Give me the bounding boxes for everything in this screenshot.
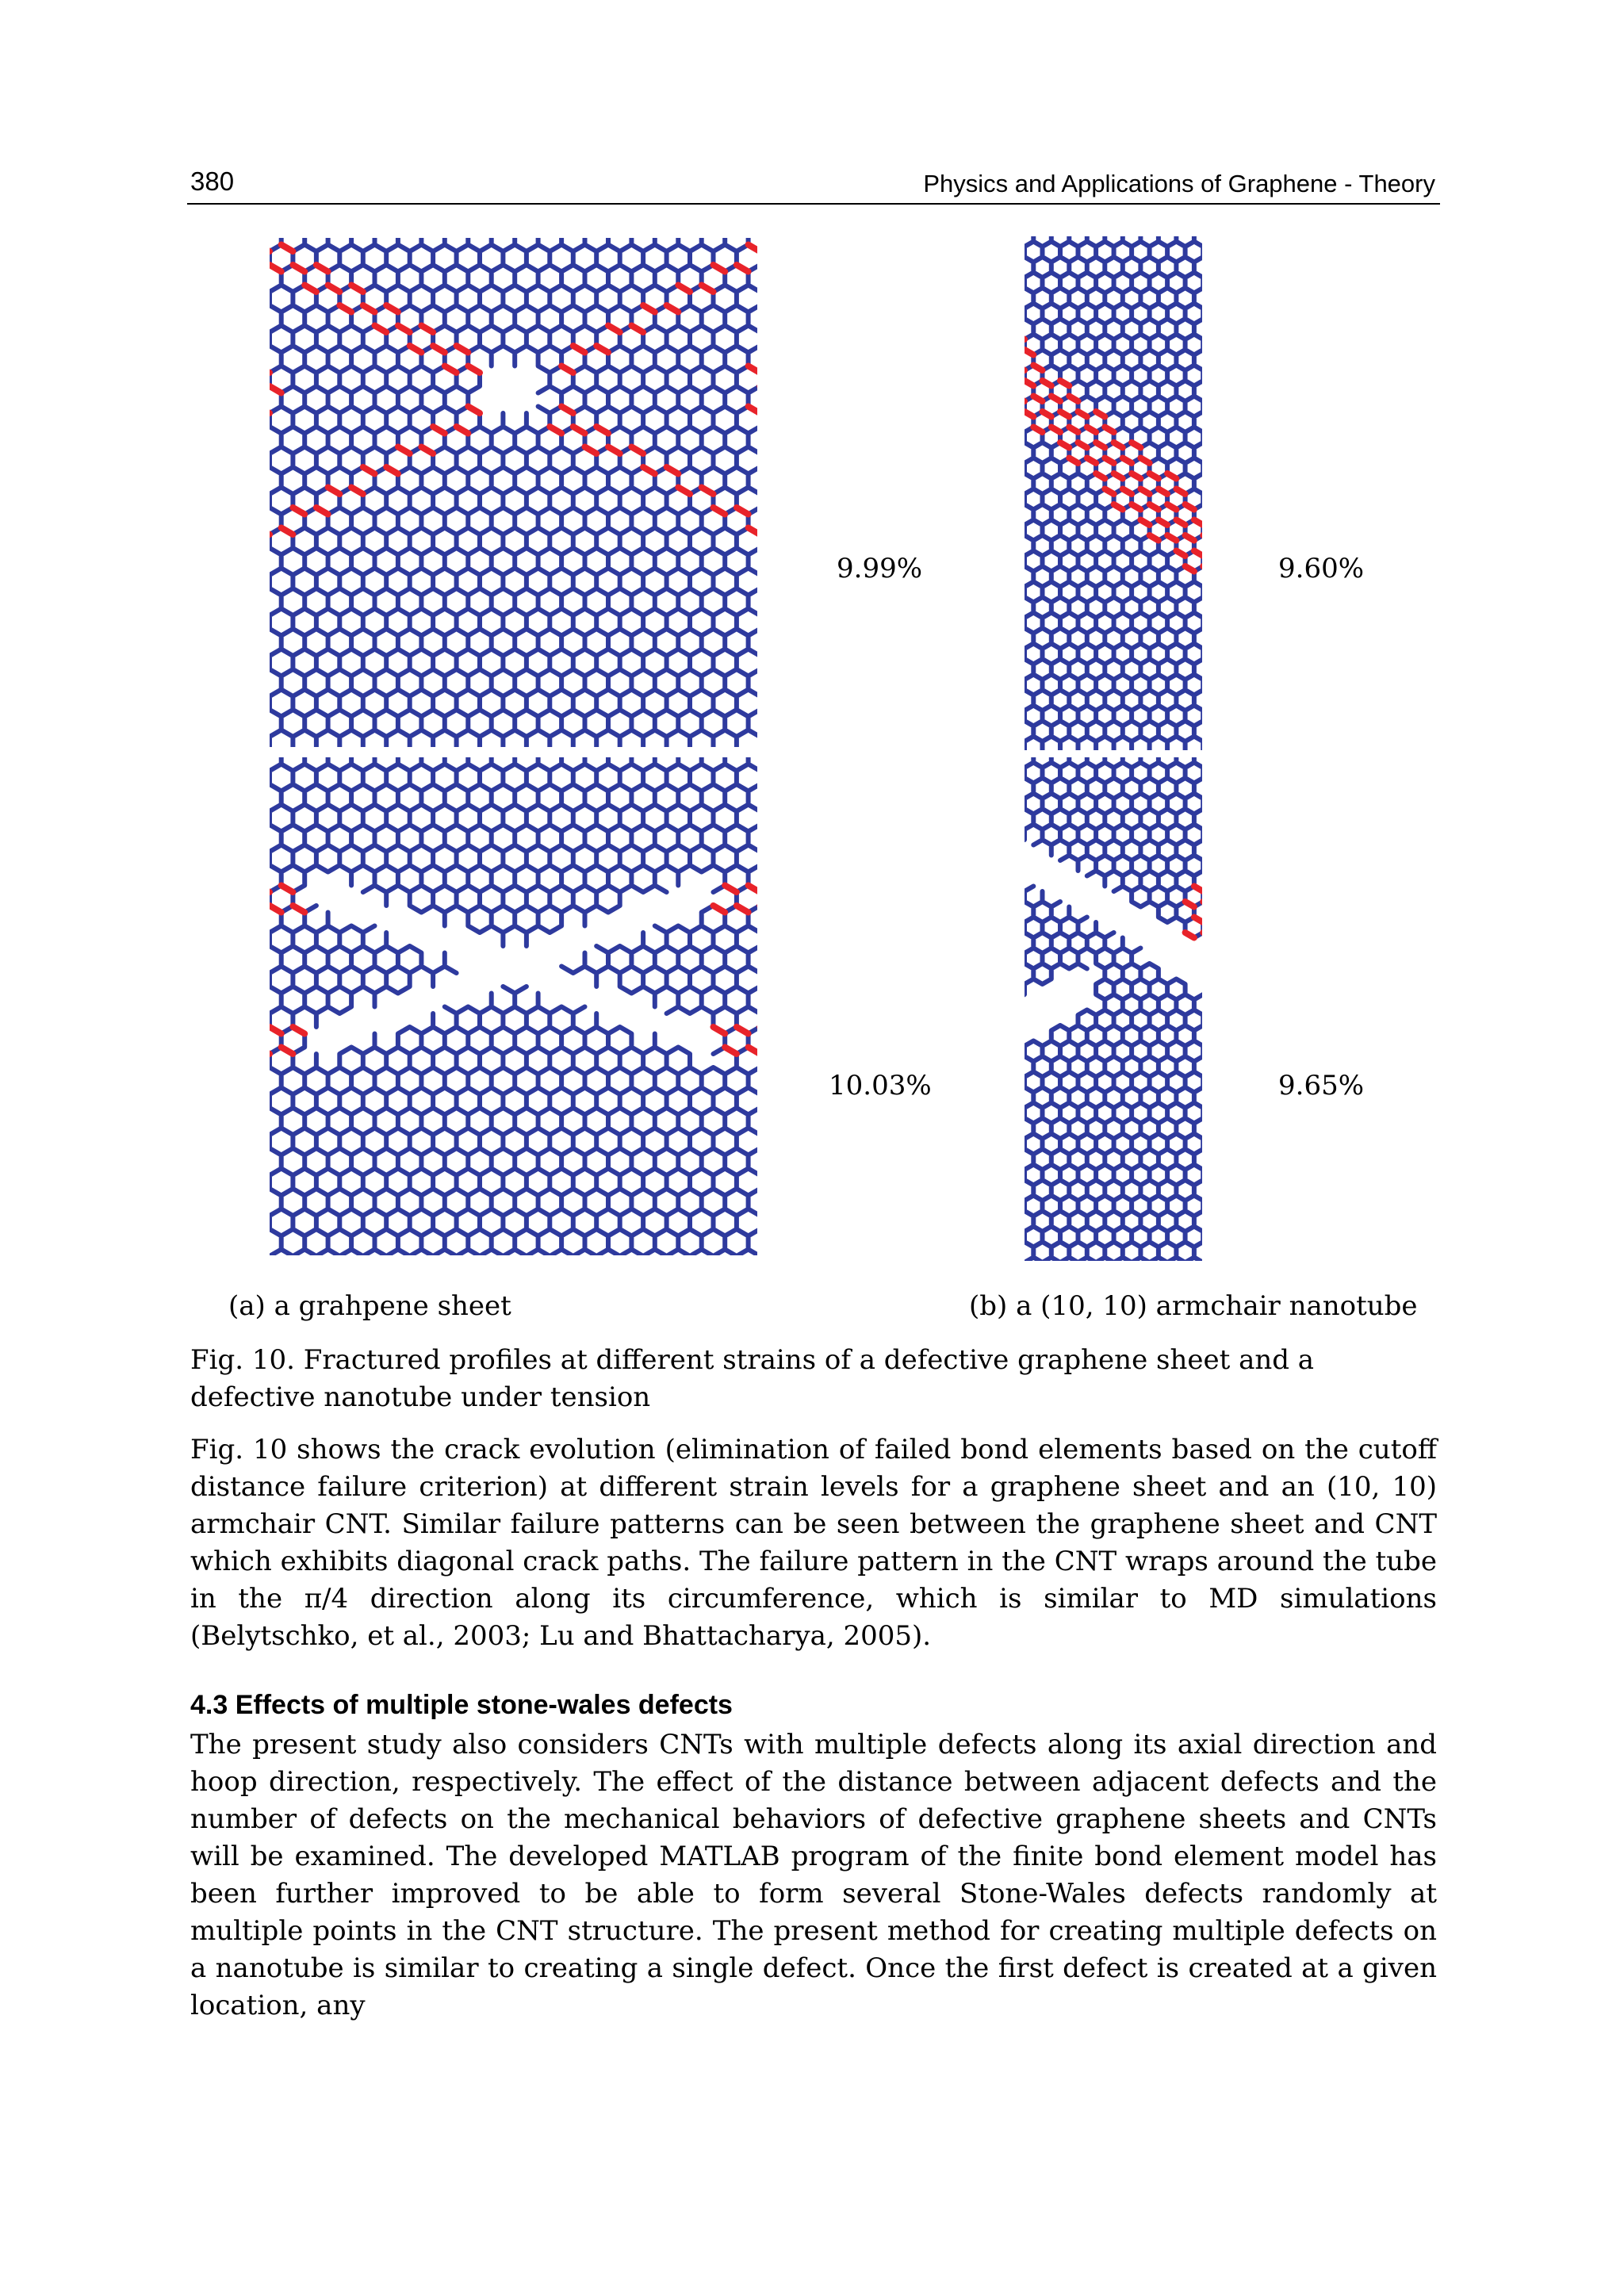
subcaption-b: (b) a (10, 10) armchair nanotube [969, 1290, 1418, 1322]
body-paragraph-1: Fig. 10 shows the crack evolution (elimination of failed bond elements based on the cutoff distance failure criterion) at different strain levels for a graphene sheet and an (10, 10) armchair CNT. Similar failure patterns can be seen between the graphene sheet and CNT which exhibits diagonal crack paths. The failure pattern in the CNT wraps around the tube in the π/4 direction along its circumference, which is similar to MD simulations (Belytschko, et al., 2003; Lu and Bhattacharya, 2005). [190, 1434, 1437, 1652]
graphene-sheet-lattice-top [270, 238, 757, 747]
page-header [187, 163, 1440, 205]
section-heading: 4.3 Effects of multiple stone-wales defects [190, 1690, 733, 1720]
graphene-sheet-lattice-bottom [270, 757, 757, 1255]
nanotube-lattice-bottom [1025, 757, 1202, 1261]
figure-caption: Fig. 10. Fractured profiles at different strains of a defective graphene sheet and a defective nanotube under tension [190, 1344, 1315, 1413]
body-paragraph-2: The present study also considers CNTs with multiple defects along its axial direction and hoop direction, respectively. The effect of the distance between adjacent defects and the number of defects on the mechanical behaviors of defective graphene sheets and CNTs will be examined. The developed MATLAB program of the finite bond element model has been further improved to be able to form several Stone-Wales defects randomly at multiple points in the CNT structure. The present method for creating multiple defects on a nanotube is similar to creating a single defect. Once the first defect is created at a given location, any [190, 1729, 1437, 2021]
strain-label-tube-bottom: 9.65% [1278, 1070, 1365, 1101]
strain-label-sheet-top: 9.99% [837, 553, 923, 584]
strain-label-sheet-bottom: 10.03% [829, 1070, 932, 1101]
strain-label-tube-top: 9.60% [1278, 553, 1365, 584]
nanotube-lattice-top [1025, 236, 1202, 750]
nanotube-strain-9-65-panel [1025, 757, 1202, 1261]
graphene-sheet-strain-10-03-panel [270, 757, 757, 1255]
nanotube-strain-9-60-panel [1025, 236, 1202, 750]
running-title: Physics and Applications of Graphene - Theory [923, 170, 1435, 197]
graphene-sheet-strain-9-99-panel [270, 238, 757, 747]
lattice-bonds [1025, 757, 1202, 1261]
lattice-bonds [270, 757, 757, 1255]
page-number: 380 [190, 167, 235, 196]
subcaption-a: (a) a grahpene sheet [228, 1290, 511, 1322]
